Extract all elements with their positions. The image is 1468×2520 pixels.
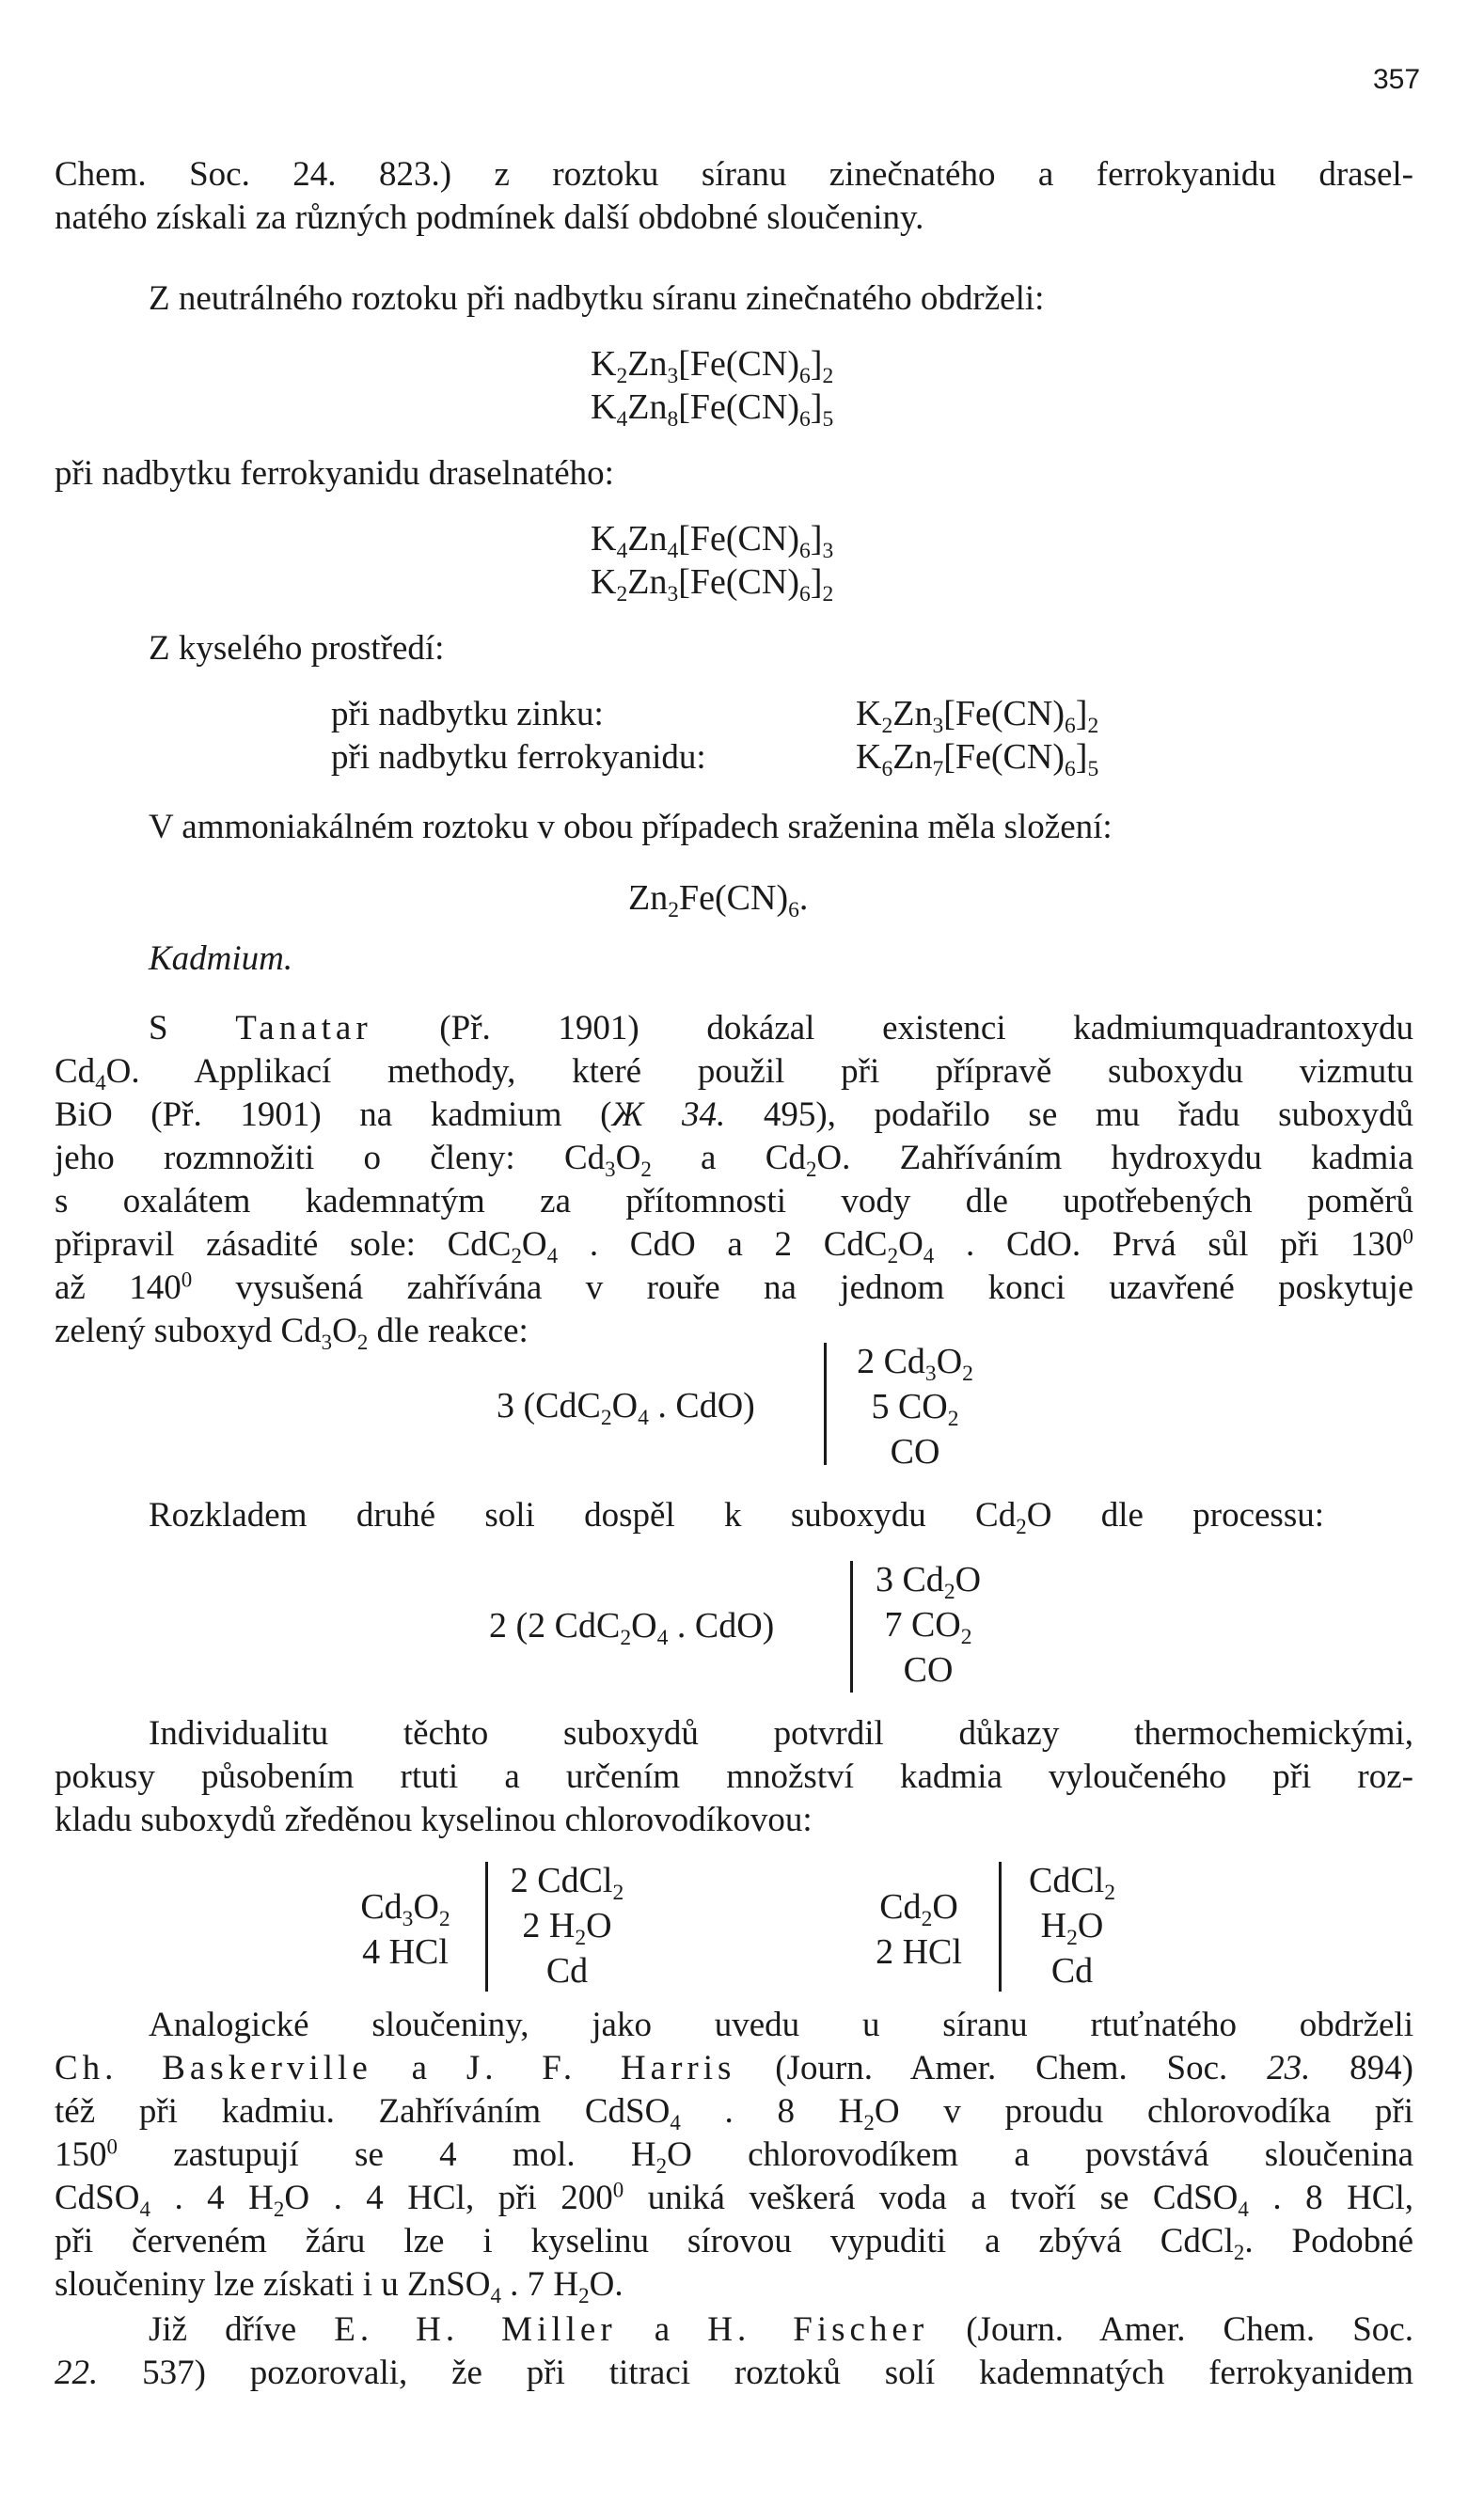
reaction4-product-1: CdCl$_2$ — [1028, 1861, 1116, 1906]
miller-line-1: Již dříve E. H. Miller a H. Fischer (Journ. Amer. Chem. Soc. — [149, 2310, 1413, 2349]
rozklad-line: Rozkladem druhé soli dospěl k suboxydu $Cd_2O$ dle processu: — [149, 1496, 1325, 1539]
ammonia-formula: $Zn_2Fe(CN)_6$. — [628, 878, 809, 923]
acid-ferro-formula: $K_6Zn_7[Fe(CN)_6]_5$ — [856, 737, 1099, 782]
reaction3-product-3: Cd — [545, 1951, 589, 1991]
ferro-formula-2: $K_2Zn_3[Fe(CN)_6]_2$ — [591, 562, 834, 607]
reaction4-right — [1006, 1858, 1138, 1993]
tanatar-line-2: $Cd_4O$. Applikací methody, které použil při přípravě suboxydu vizmutu — [55, 1052, 1413, 1095]
analog-line-7: sloučeniny lze získati i u ZnSO$_4$ . 7 $H_2O$. — [55, 2265, 624, 2308]
ammonia-line: V ammoniakálném roztoku v obou případech sraženina měla složení: — [149, 808, 1113, 846]
reaction2-left: 2 (2 $CdC_2O_4$ . CdO) — [489, 1606, 775, 1651]
analog-line-4: $150^0$ zastupují se 4 mol. $H_2O$ chlorovodíkem a povstává sloučenina — [55, 2134, 1413, 2179]
reaction4-left — [848, 1884, 989, 1975]
reaction1-left: 3 ($CdC_2O_4$ . CdO) — [497, 1386, 755, 1431]
reaction3-product-1: 2 CdCl$_2$ — [510, 1861, 624, 1906]
tanatar-line-1: S Tanatar (Př. 1901) dokázal existenci kadmiumquadrantoxydu — [149, 1009, 1413, 1047]
reaction3-reactant-2: 4 HCl — [362, 1932, 449, 1972]
tanatar-line-8: zelený suboxyd $Cd_3O_2$ dle reakce: — [55, 1312, 529, 1355]
intro-line-1: Chem. Soc. 24. 823.) z roztoku síranu zinečnatého a ferrokyanidu drasel- — [55, 155, 1413, 194]
reaction3-left — [335, 1884, 476, 1975]
reaction3-divider — [485, 1862, 488, 1992]
analog-line-2: Ch. Baskerville a J. F. Harris (Journ. Amer. Chem. Soc. 23. 894) — [55, 2049, 1413, 2087]
intro-line-2: natého získali za různých podmínek další obdobné sloučeniny. — [55, 198, 924, 237]
neutral-formula-1: $K_2Zn_3[Fe(CN)_6]_2$ — [591, 344, 834, 389]
acid-ferro-label: při nadbytku ferrokyanidu: — [331, 738, 706, 777]
reaction2-product-2: 7 $CO_2$ — [884, 1605, 972, 1650]
ferro-formula-1: $K_4Zn_4[Fe(CN)_6]_3$ — [591, 519, 834, 564]
tanatar-line-6: připravil zásadité sole: $CdC_2O_4$ . CdO a 2 $CdC_2O_4$ . CdO. Prvá sůl při $130^0$ — [55, 1224, 1413, 1268]
individ-line-2: pokusy působením rtuti a určením množství kadmia vyloučeného při roz- — [55, 1757, 1413, 1796]
reaction1-product-1: 2 $Cd_3O_2$ — [857, 1342, 973, 1387]
analog-line-1: Analogické sloučeniny, jako uvedu u síranu rtuťnatého obdrželi — [149, 2006, 1413, 2044]
miller-line-2: 22. 537) pozorovali, že při titraci roztoků solí kademnatých ferrokyanidem — [55, 2354, 1413, 2392]
reaction2-divider — [850, 1561, 853, 1693]
tanatar-line-5: s oxalátem kademnatým za přítomnosti vody dle upotřebených poměrů — [55, 1182, 1413, 1221]
reaction4-reactant-1: $Cd_2O$ — [879, 1887, 958, 1932]
reaction2-product-1: 3 $Cd_2O$ — [875, 1560, 982, 1605]
reaction1-product-2: 5 $CO_2$ — [871, 1387, 959, 1432]
tanatar-line-7: až $140^0$ vysušená zahřívána v rouře na jednom konci uzavřené poskytuje — [55, 1268, 1413, 1307]
analog-line-6: při červeném žáru lze i kyselinu sírovou vypuditi a zbývá CdCl$_2$. Podobné — [55, 2222, 1414, 2265]
page-number: 357 — [1373, 64, 1421, 95]
reaction3-product-2: 2 $H_2O$ — [522, 1906, 612, 1951]
analog-line-3: též při kadmiu. Zahříváním CdSO$_4$ . 8 $H_2O$ v proudu chlorovodíka při — [55, 2092, 1413, 2135]
reaction4-product-3: Cd — [1050, 1951, 1094, 1991]
neutral-formula-2: $K_4Zn_8[Fe(CN)_6]_5$ — [591, 387, 834, 433]
reaction4-product-2: $H_2O$ — [1040, 1906, 1104, 1951]
tanatar-line-3: BiO (Př. 1901) na kadmium (Ж 34. 495), podařilo se mu řadu suboxydů — [55, 1095, 1413, 1134]
reaction1-product-3: CO — [890, 1432, 940, 1472]
intro-line-3: Z neutrálného roztoku při nadbytku síranu zinečnatého obdrželi: — [149, 279, 1045, 318]
reaction3-reactant-1: $Cd_3O_2$ — [360, 1887, 450, 1932]
tanatar-line-4: jeho rozmnožiti o členy: $Cd_3O_2$ a $Cd_2O$. Zahříváním hydroxydu kadmia — [55, 1139, 1413, 1182]
reaction1-right — [835, 1339, 995, 1474]
reaction1-divider — [824, 1343, 827, 1465]
excess-ferro-label: při nadbytku ferrokyanidu draselnatého: — [55, 454, 614, 493]
individ-line-1: Individualitu těchto suboxydů potvrdil důkazy thermochemickými, — [149, 1714, 1413, 1753]
reaction4-divider — [999, 1862, 1002, 1992]
acid-label: Z kyselého prostředí: — [149, 629, 445, 668]
analog-line-5: CdSO$_4$ . 4 $H_2O$ . 4 HCl, při $200^0$ uniká veškerá voda a tvoří se CdSO$_4$ . 8 HCl, — [55, 2178, 1413, 2222]
individ-line-3: kladu suboxydů zředěnou kyselinou chlorovodíkovou: — [55, 1801, 813, 1839]
reaction4-reactant-2: 2 HCl — [876, 1932, 962, 1972]
reaction2-product-3: CO — [903, 1650, 954, 1690]
acid-zinc-label: při nadbytku zinku: — [331, 695, 604, 733]
section-heading: Kadmium. — [149, 939, 293, 978]
acid-zinc-formula: $K_2Zn_3[Fe(CN)_6]_2$ — [856, 694, 1099, 739]
reaction2-right — [858, 1557, 999, 1693]
reaction3-right — [497, 1858, 638, 1993]
